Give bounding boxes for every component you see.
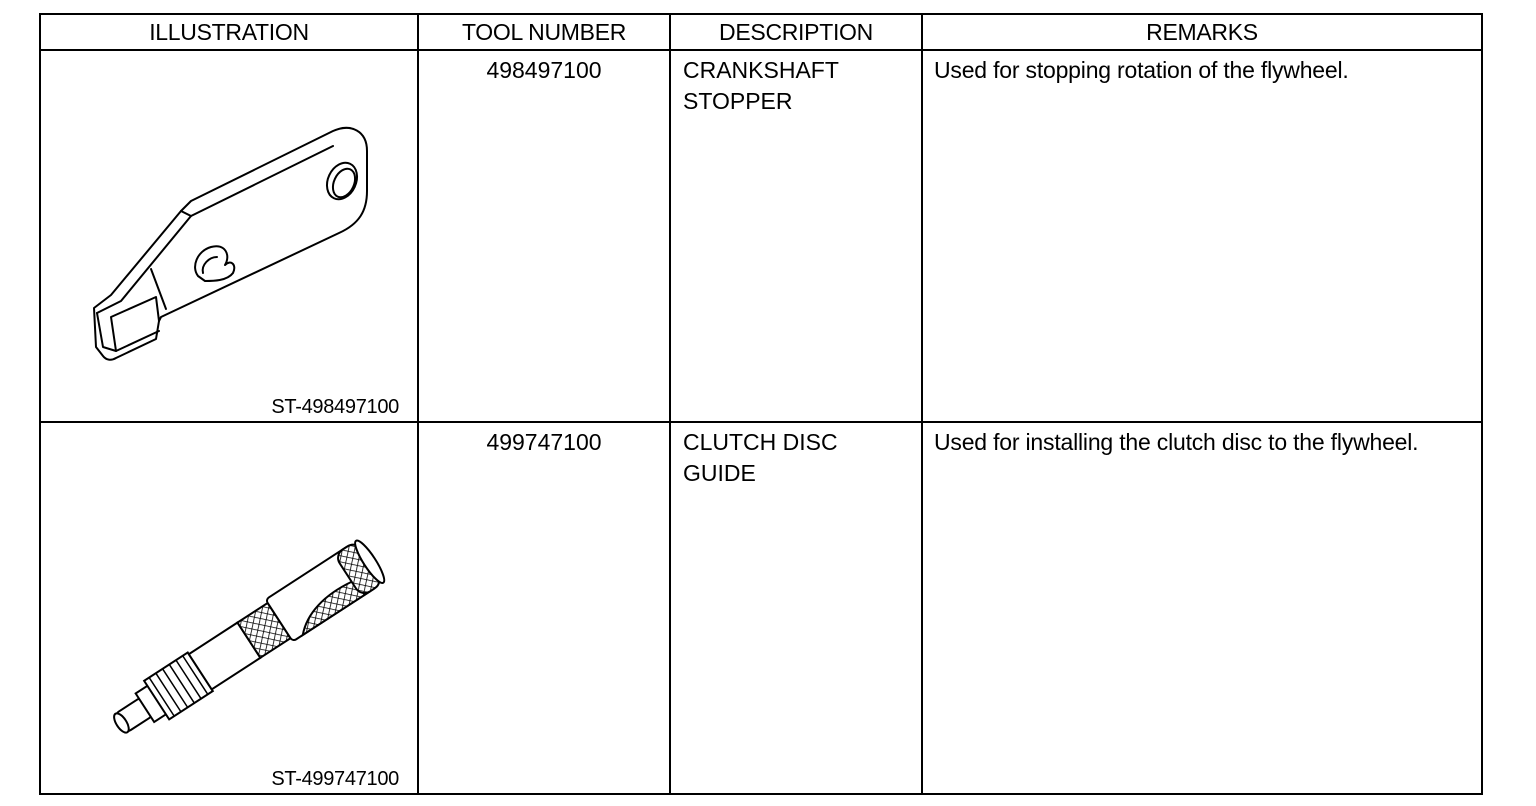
header-remarks: REMARKS xyxy=(922,14,1482,50)
clutch-disc-guide-drawing xyxy=(41,423,417,787)
tool-number-cell: 498497100 xyxy=(418,50,670,422)
illustration-cell xyxy=(40,50,418,422)
description-line: CRANKSHAFT xyxy=(683,57,839,83)
remarks-cell: Used for stopping rotation of the flywheel. xyxy=(922,50,1482,422)
illustration-code: ST-498497100 xyxy=(271,396,399,418)
description-line: CLUTCH DISC xyxy=(683,429,838,455)
description-line: GUIDE xyxy=(683,460,756,486)
illustration-code: ST-499747100 xyxy=(271,768,399,790)
description-cell xyxy=(670,422,922,794)
header-tool-number: TOOL NUMBER xyxy=(418,14,670,50)
header-illustration: ILLUSTRATION xyxy=(40,14,418,50)
table-row xyxy=(40,50,1482,422)
description-cell xyxy=(670,50,922,422)
crankshaft-stopper-drawing xyxy=(41,51,417,415)
table-row xyxy=(40,422,1482,794)
remarks-cell: Used for installing the clutch disc to the flywheel. xyxy=(922,422,1482,794)
description-line: STOPPER xyxy=(683,88,793,114)
special-tools-table xyxy=(39,13,1483,795)
table-header-row xyxy=(40,14,1482,50)
header-description: DESCRIPTION xyxy=(670,14,922,50)
illustration-cell xyxy=(40,422,418,794)
tool-number-cell: 499747100 xyxy=(418,422,670,794)
